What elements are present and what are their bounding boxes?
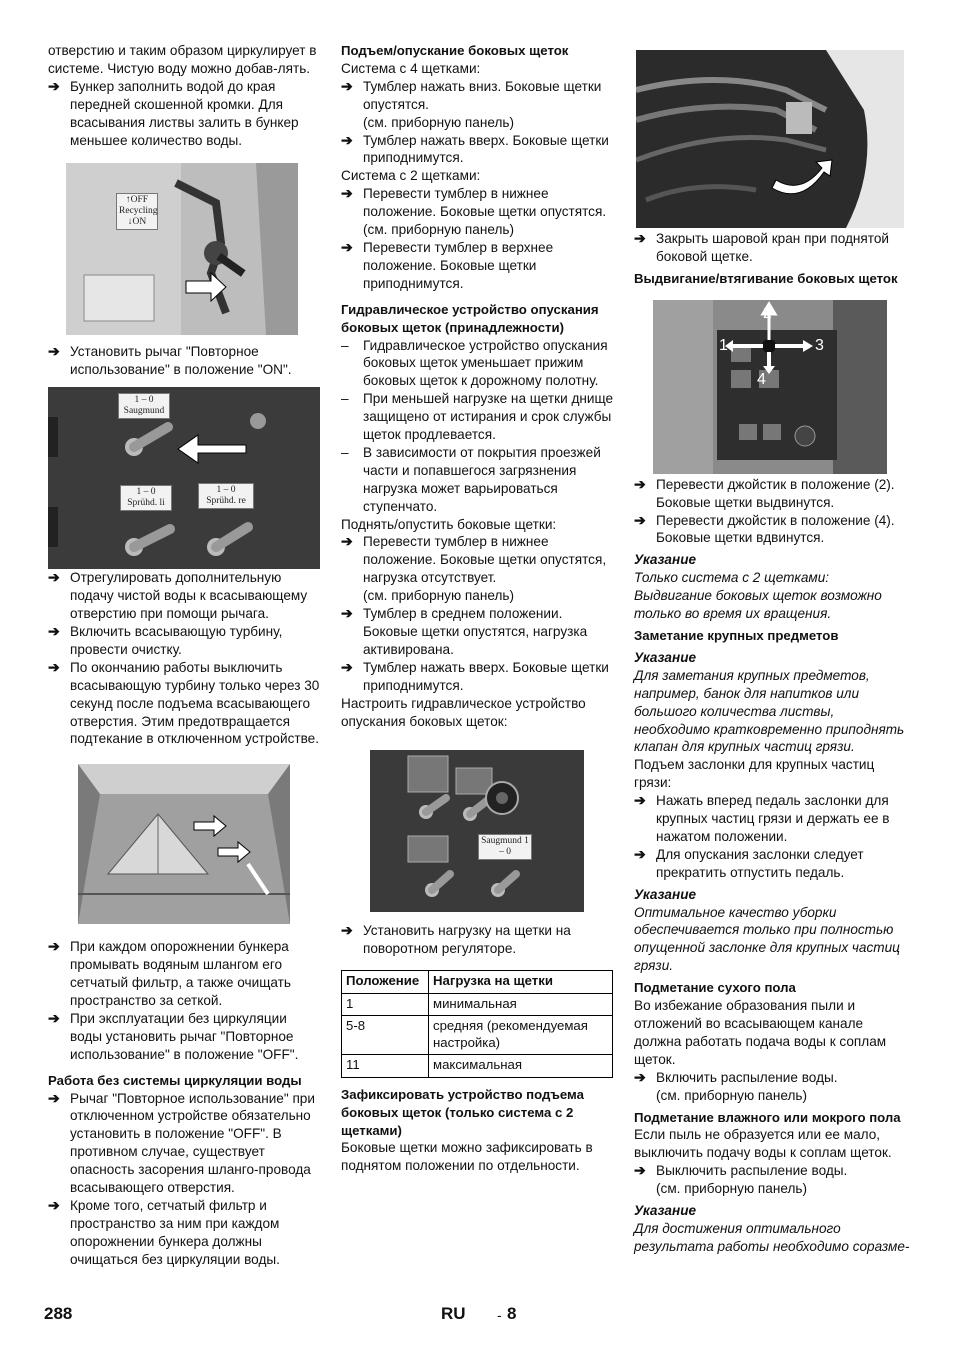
table-cell: средняя (рекомендуемая настройка) [429,1016,613,1055]
arrow-icon: ➔ [634,475,646,492]
dash-icon: – [341,391,349,407]
dash-icon: – [341,337,349,353]
instruction: ➔ Включить распыление воды. [634,1068,838,1085]
paragraph: Поднять/опустить боковые щетки: [341,516,557,532]
arrow-icon: ➔ [341,922,353,939]
arrow-icon: ➔ [48,569,60,586]
instruction: ➔ При каждом опорожнении бункера промывать водяным шлангом его сетчатый фильтр, а также очищать пространство за сеткой. [48,938,291,1009]
table-cell: максимальная [429,1055,613,1078]
arrow-icon: ➔ [48,1089,60,1106]
photo-control-levers [48,387,320,569]
page-number: 288 [44,1304,73,1323]
note-text: Оптимальное качество уборки обеспечивается только при полностью опущенной заслонке для крупных частиц грязи. [634,904,900,974]
note-heading: Указание [634,552,697,568]
ball-valve-illustration [636,50,904,228]
arrow-icon: ➔ [48,622,60,639]
paragraph: Во избежание образования пыли и отложений во всасывающем канале должна работать подача воды к соплам щеток. [634,998,887,1067]
list-item: – Гидравлическое устройство опускания боковых щеток уменьшает прижим боковых щеток к дорожному полотну. [341,337,608,389]
arrow-icon: ➔ [341,131,353,148]
recycling-sign: ↑OFF Recycling ↓ON [116,193,158,230]
instruction: ➔ Тумблер в среднем положении. Боковые щетки опустятся, нагрузка активирована. [341,605,588,657]
paragraph: Настроить гидравлическое устройство опускания боковых щеток: [341,695,586,729]
instruction: ➔ Выключить распыление воды. [634,1162,848,1179]
photo-recycling-lever [66,163,298,335]
instruction: ➔ Тумблер нажать вверх. Боковые щетки приподнимутся. [341,131,609,166]
section-heading: Заметание крупных предметов [634,627,839,643]
instruction: ➔ Включить всасывающую турбину, провести очистку. [48,622,283,657]
arrow-icon: ➔ [48,658,60,675]
note-heading: Указание [634,1203,697,1219]
arrow-icon: ➔ [634,511,646,528]
arrow-icon: ➔ [341,658,353,675]
language-code: RU [441,1304,466,1323]
reference: (см. приборную панель) [363,114,514,130]
footer-separator: - [497,1307,502,1323]
instruction: ➔ Отрегулировать дополнительную подачу чистой воды к всасывающему отверстию при помощи рычага. [48,569,308,622]
arrow-icon: ➔ [48,77,60,94]
arrow-icon: ➔ [634,792,646,809]
instruction: ➔ Нажать вперед педаль заслонки для крупных частиц грязи и держать ее в нажатом положении. [634,792,890,844]
section-heading: Гидравлическое устройство опускания боковых щеток (принадлежности) [341,301,599,335]
section-heading: Подметание сухого пола [634,980,796,996]
joystick-label-2: 2 [763,304,772,322]
instruction: ➔ Установить рычаг "Повторное использование" в положение "ON". [48,343,292,378]
arrow-icon: ➔ [341,533,353,550]
arrow-icon: ➔ [341,238,353,255]
list-item: – При меньшей нагрузке на щетки днище защищено от истирания и срок службы щеток продлевается. [341,391,614,443]
paragraph: Боковые щетки можно зафиксировать в поднятом положении по отдельности. [341,1140,593,1174]
instruction: ➔ Кроме того, сетчатый фильтр и пространство за ним при каждом опорожнении бункера должны очищаться без циркуляции воды. [48,1197,280,1267]
reference: (см. приборную панель) [656,1087,807,1103]
table-cell: 1 [342,993,429,1016]
instruction: ➔ Тумблер нажать вниз. Боковые щетки опустятся. [341,77,602,112]
arrow-icon: ➔ [48,343,60,360]
instruction: ➔ Закрыть шаровой кран при поднятой боковой щетке. [634,230,890,264]
section-heading: Выдвигание/втягивание боковых щеток [634,270,898,286]
instruction: ➔ Перевести тумблер в нижнее положение. Боковые щетки опустятся. [341,185,607,220]
section-heading: Подметание влажного или мокрого пола [634,1109,901,1125]
instruction: ➔ Установить нагрузку на щетки на поворотном регуляторе. [341,922,571,957]
dash-icon: – [341,444,349,460]
instruction: ➔ Перевести тумблер в нижнее положение. Боковые щетки опустятся, нагрузка отсутствует. [341,533,607,586]
instruction: ➔ Бункер заполнить водой до края передней скошенной кромки. Для всасывания листвы залить в бункер меньшее количество воды. [48,77,299,148]
note-heading: Указание [634,886,697,902]
section-heading: Зафиксировать устройство подъема боковых щеток (только система с 2 щетками) [341,1086,584,1138]
note-text: Для заметания крупных предметов, например, банок для напитков или большого количества листвы, необходимо кратковременно приподнять клапан для крупных частиц грязи. [634,667,905,755]
reference: (см. приборную панель) [656,1181,807,1197]
instruction: ➔ Тумблер нажать вверх. Боковые щетки приподнимутся. [341,658,609,693]
arrow-icon: ➔ [48,1009,60,1026]
arrow-icon: ➔ [48,938,60,955]
label-spruhd-li: 1 – 0 Sprühd. li [120,485,172,511]
recycling-lever-illustration [66,163,298,335]
paragraph: Если пыль не образуется или ее мало, выключить подачу воды к соплам щеток. [634,1127,892,1161]
reference: (см. приборную панель) [363,222,514,238]
reference: (см. приборную панель) [363,588,514,604]
label-saugmund: 1 – 0 Saugmund [118,393,170,419]
arrow-icon: ➔ [341,77,353,94]
photo-rotary-regulator [370,750,584,912]
column-3 [634,42,910,1256]
label-saugmund: Saugmund 1 – 0 [478,834,532,860]
regulator-illustration [370,750,584,912]
arrow-icon: ➔ [634,230,646,246]
note-text: Только система с 2 щетками: Выдвигание боковых щеток возможно только во время их вращения. [634,570,882,622]
arrow-icon: ➔ [341,185,353,202]
photo-joystick [653,300,887,474]
note-text: Для достижения оптимального результата работы необходимо соразме- [634,1220,910,1254]
table-header-cell: Положение [342,971,429,994]
hopper-illustration [78,764,290,924]
instruction: ➔ При эксплуатации без циркуляции воды установить рычаг "Повторное использование" в положение "OFF". [48,1009,299,1062]
instruction: ➔ Перевести тумблер в верхнее положение. Боковые щетки приподнимутся. [341,238,554,291]
column-1 [48,42,322,1269]
table-header-row [342,971,613,994]
table-header-cell: Нагрузка на щетки [429,971,613,994]
section-heading: Подъем/опускание боковых щеток [341,43,569,58]
instruction: ➔ Для опускания заслонки следует прекратить отпустить педаль. [634,845,864,880]
arrow-icon: ➔ [634,845,646,862]
arrow-icon: ➔ [634,1068,646,1085]
load-table [341,970,613,1078]
arrow-icon: ➔ [341,605,353,622]
photo-hopper [78,764,290,924]
levers-illustration [48,387,320,569]
instruction: ➔ По окончанию работы выключить всасывающую турбину только через 30 секунд после подъема всасывающего отверстия. Этим предотвращается подтекание в отключенном устройстве. [48,658,320,747]
note-heading: Указание [634,649,697,665]
arrow-icon: ➔ [634,1162,646,1179]
column-2 [341,42,617,1175]
paragraph: отверстию и таким образом циркулирует в системе. Чистую воду можно добав-лять. [48,43,317,76]
table-row [342,1016,613,1055]
joystick-label-4: 4 [757,370,766,388]
paragraph: Система с 2 щетками: [341,168,481,184]
label-spruhd-re: 1 – 0 Sprühd. re [198,483,254,509]
paragraph: Система с 4 щетками: [341,60,481,76]
instruction: ➔ Перевести джойстик в положение (4). Боковые щетки вдвинутся. [634,511,895,546]
section-heading: Работа без системы циркуляции воды [48,1072,302,1088]
joystick-label-1: 1 [719,336,728,354]
table-cell: 5-8 [342,1016,429,1055]
list-item: – В зависимости от покрытия проезжей части и попавшегося загрязнения нагрузка может варьироваться ступенчато. [341,444,601,514]
table-row [342,1055,613,1078]
paragraph: Подъем заслонки для крупных частиц грязи: [634,757,875,791]
instruction: ➔ Рычаг "Повторное использование" при отключенном устройстве обязательно установить в положение "OFF". В противном случае, существует опасность засорения шланго-провода всасывающего отверстия. [48,1089,315,1196]
joystick-label-3: 3 [815,336,824,354]
instruction: ➔ Перевести джойстик в положение (2). Боковые щетки выдвинутся. [634,475,895,510]
section-page-number: 8 [507,1304,517,1323]
table-cell: 11 [342,1055,429,1078]
table-cell: минимальная [429,993,613,1016]
arrow-icon: ➔ [48,1197,60,1213]
photo-ball-valve [636,50,904,228]
joystick-illustration [653,300,887,474]
table-row [342,993,613,1016]
